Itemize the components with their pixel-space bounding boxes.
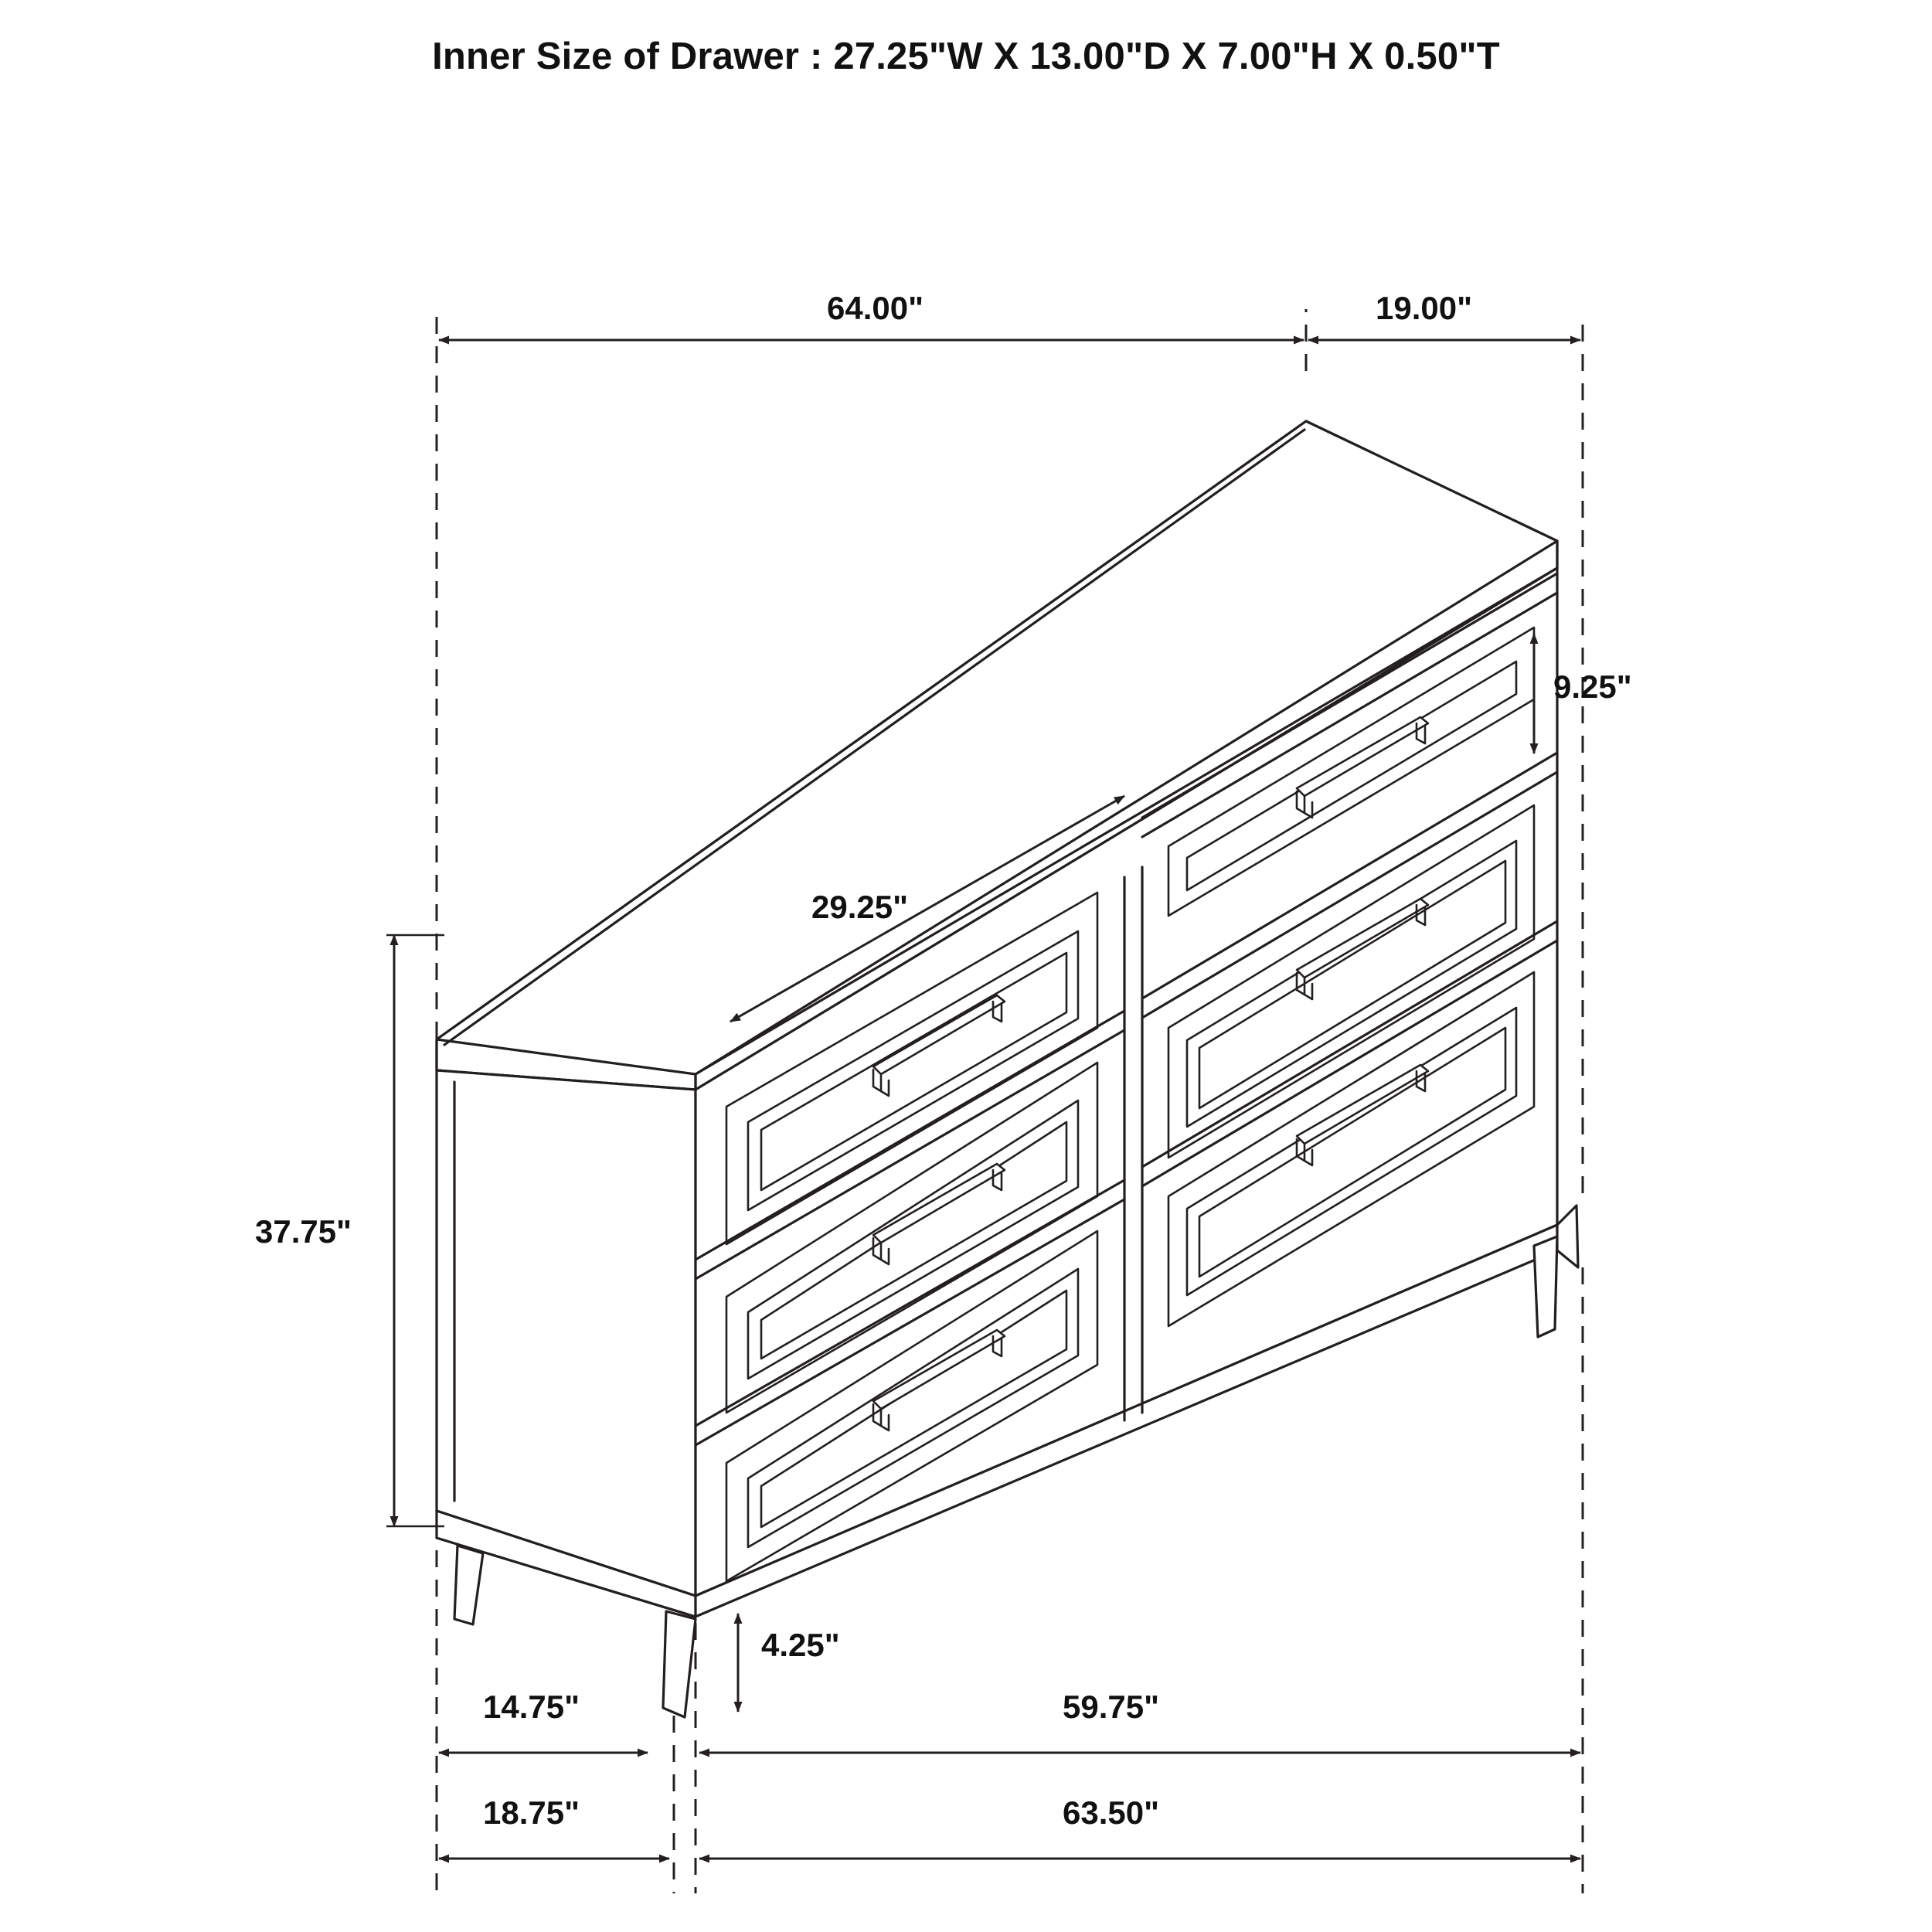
- dim-overall-height: 37.75": [255, 1213, 352, 1250]
- dim-front-foot-span: 59.75": [1063, 1689, 1160, 1725]
- dim-side-foot-span: 14.75": [483, 1689, 580, 1725]
- dim-top-drawer-height: 9.25": [1553, 668, 1632, 705]
- dim-leg-height: 4.25": [761, 1627, 840, 1663]
- dim-top-front-width: 64.00": [827, 290, 924, 326]
- dim-diagonal-depth: 29.25": [811, 889, 909, 925]
- dim-top-side-depth: 19.00": [1376, 290, 1473, 326]
- dim-front-base-span: 63.50": [1063, 1794, 1160, 1831]
- page-title: Inner Size of Drawer : 27.25"W X 13.00"D X 7.00"H X 0.50"T: [432, 36, 1500, 77]
- dim-side-base-span: 18.75": [483, 1794, 580, 1831]
- dresser-body: [437, 421, 1578, 1717]
